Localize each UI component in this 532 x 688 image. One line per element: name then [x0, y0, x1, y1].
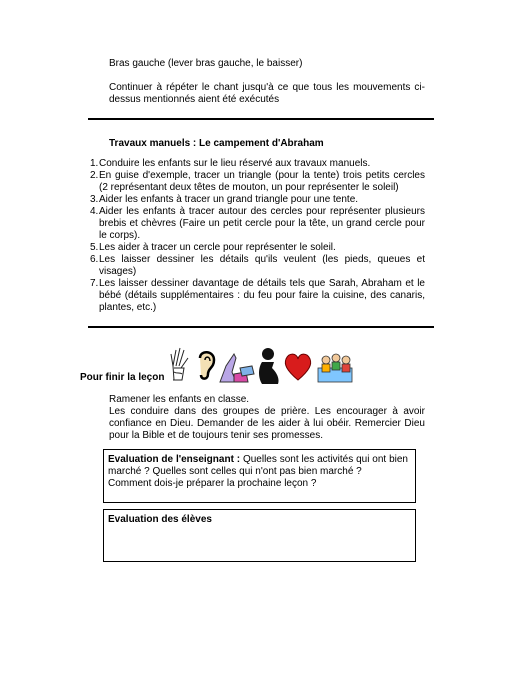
crafts-steps-list [90, 158, 425, 314]
crafts-step [90, 158, 425, 170]
crafts-step [90, 278, 425, 314]
kneeling-child-icon [259, 348, 279, 384]
lesson-icons [168, 344, 354, 386]
closing-paragraph: Les conduire dans des groupes de prière. Les encourager à avoir confiance en Dieu. Demander de les aider à lui obéir. Remercier Dieu pour la Bible et de toujours tenir ses promesses. [109, 406, 425, 441]
crafts-step-text: Les laisser dessiner davantage de détails tels que Sarah, Abraham et le bébé (détails supplémentaires : du feu pour faire la cuisine, des canaris, plantes, etc.) [99, 278, 425, 313]
crafts-title: Travaux manuels : Le campement d'Abraham [109, 138, 324, 149]
crafts-step-text: Aider les enfants à tracer un grand triangle pour une tente. [99, 194, 359, 205]
crafts-step [90, 194, 425, 206]
crafts-step-text: Les aider à tracer un cercle pour représenter le soleil. [99, 242, 336, 253]
crafts-step-text: En guise d'exemple, tracer un triangle (pour la tente) trois petits cercles (2 représentant deux têtes de mouton, un pour représenter le soleil) [99, 170, 425, 193]
crafts-step [90, 206, 425, 242]
crafts-step-number: 6. [90, 254, 99, 265]
section-divider-2 [88, 326, 434, 328]
heart-icon [285, 354, 310, 380]
teacher-evaluation-question: Quelles sont les activités qui ont bien marché ? Quelles sont celles qui n'ont pas bien marché ? [108, 454, 408, 477]
crafts-step-text: Aider les enfants à tracer autour des cercles pour représenter plusieurs brebis et chèvres (Faire un petit cercle pour la tête, un grand cercle pour le corps). [99, 206, 425, 241]
crafts-step-number: 2. [90, 170, 99, 181]
teacher-evaluation-text [108, 454, 408, 478]
student-evaluation-box [103, 509, 416, 562]
intro-line-1: Bras gauche (lever bras gauche, le baisser) [109, 58, 303, 69]
teacher-evaluation-label: Evaluation de l'enseignant : [108, 454, 241, 465]
praying-hands-icon [220, 354, 254, 382]
crafts-step-number: 4. [90, 206, 99, 217]
crafts-step-number: 7. [90, 278, 99, 289]
ear-icon [200, 352, 214, 378]
teacher-evaluation-box [103, 449, 416, 503]
closing-heading: Pour finir la leçon [80, 372, 165, 383]
section-divider-1 [88, 118, 434, 120]
intro-paragraph: Continuer à répéter le chant jusqu'à ce que tous les mouvements ci-dessus mentionnés aient été exécutés [109, 82, 425, 105]
hand-icon [171, 348, 188, 380]
crafts-step [90, 254, 425, 278]
teacher-evaluation-line-2: Comment dois-je préparer la prochaine leçon ? [108, 478, 317, 489]
crafts-step [90, 170, 425, 194]
crafts-step-number: 1. [90, 158, 99, 169]
closing-line-1: Ramener les enfants en classe. [109, 394, 250, 405]
crafts-step-number: 5. [90, 242, 99, 253]
crafts-step-text: Les laisser dessiner les détails qu'ils veulent (les pieds, queues et visages) [99, 254, 425, 277]
crafts-step-number: 3. [90, 194, 99, 205]
children-group-icon [318, 354, 352, 382]
crafts-step-text: Conduire les enfants sur le lieu réservé aux travaux manuels. [99, 158, 371, 169]
student-evaluation-label: Evaluation des élèves [108, 514, 212, 525]
crafts-step [90, 242, 425, 254]
